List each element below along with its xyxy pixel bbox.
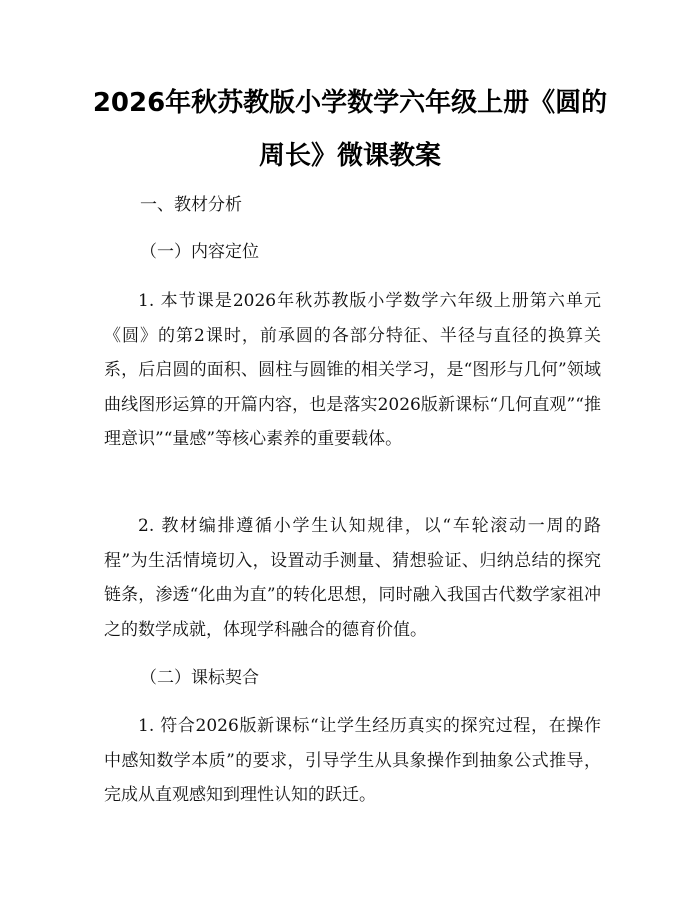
paragraph-3: 1. 符合2026版新课标“让学生经历真实的探究过程，在操作中感知数学本质”的要求，引导学生从具象操作到抽象公式推导，完成从直观感知到理性认知的跃迁。 bbox=[104, 716, 601, 806]
section-heading-materials-analysis: 一、教材分析 bbox=[140, 195, 242, 215]
subsection-heading-curriculum-alignment: （二）课标契合 bbox=[140, 668, 259, 688]
document-title-line-1: 2026年秋苏教版小学数学六年级上册《圆的 bbox=[92, 88, 608, 118]
subsection-heading-content-positioning: （一）内容定位 bbox=[140, 242, 259, 262]
paragraph-2: 2. 教材编排遵循小学生认知规律，以“车轮滚动一周的路程”为生活情境切入，设置动手测量、猜想验证、归纳总结的探究链条，渗透“化曲为直”的转化思想，同时融入我国古代数学家祖冲之的数学成就，体现学科融合的德育价值。 bbox=[104, 516, 601, 640]
document-title-line-2: 周长》微课教案 bbox=[258, 141, 441, 171]
paragraph-1: 1. 本节课是2026年秋苏教版小学数学六年级上册第六单元《圆》的第2课时，前承圆的各部分特征、半径与直径的换算关系，后启圆的面积、圆柱与圆锥的相关学习，是“图形与几何”领域曲线图形运算的开篇内容，也是落实2026版新课标“几何直观”“推理意识”“量感”等核心素养的重要载体。 bbox=[104, 291, 601, 450]
